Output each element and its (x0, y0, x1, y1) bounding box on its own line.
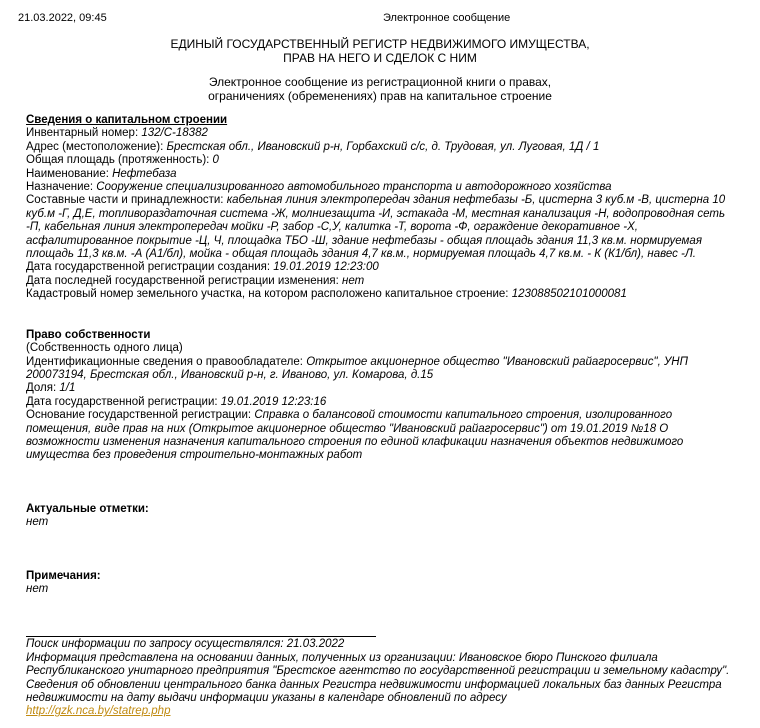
changed-row (26, 275, 738, 288)
parts-value: кабельная линия электропередач здания нефтебазы -Б, цистерна 3 куб.м -В, цистерна 10 куб.м -Г, Д,Е, топливораздаточная система -Ж, молниезащита -И, эстакада -М, местная канализация -Н, водопроводная сеть -П, кабельная линия электропередач мойки -Р, забор -С,У, калитка -Т, ворота -Ф, ограждение декоративное -Х, асфалитированное покрытие -Ц, Ч, площадка ТБО -Ш, здание нефтебазы - общая площадь здания 11,3 кв.м. нормируемая площадь 11,3 кв.м. -А (А1/бл), мойка - общая площадь здания 4,7 кв.м., нормируемая площадь 4,7 кв.м. - К (К1/бл), навес -Л. (26, 194, 726, 261)
created-row (26, 261, 738, 274)
share-label: Доля: (26, 382, 57, 395)
inventory-label: Инвентарный номер: (26, 127, 139, 140)
print-doc-type: Электронное сообщение (383, 12, 511, 24)
cadastral-label: Кадастровый номер земельного участка, на котором расположено капитальное строение: (26, 288, 509, 301)
footer-search: Поиск информации по запросу осуществлялся: 21.03.2022 (26, 638, 345, 651)
registry-title (0, 37, 760, 65)
print-datetime: 21.03.2022, 09:45 (18, 12, 107, 24)
ownership-heading: Право собственности (26, 328, 151, 341)
calendar-link[interactable]: http://gzk.nca.by/statrep.php (26, 705, 171, 718)
basis-label: Основание государственной регистрации: (26, 409, 252, 422)
address-value: Брестская обл., Ивановский р-н, Горбахский с/с, д. Трудовая, ул. Луговая, 1Д / 1 (166, 140, 600, 153)
marks-heading: Актуальные отметки: (26, 502, 149, 515)
created-label: Дата государственной регистрации создания: (26, 261, 271, 274)
holder-row (26, 356, 738, 383)
message-subtitle-line2: ограничениях (обременениях) прав на капитальное строение (208, 89, 552, 103)
name-row (26, 168, 738, 181)
purpose-value: Сооружение специализированного автомобильного транспорта и автодорожного хозяйства (96, 181, 612, 194)
document-body (26, 114, 738, 719)
name-value: Нефтебаза (112, 167, 177, 180)
inventory-value: 132/C-18382 (141, 127, 208, 140)
footer-separator (26, 636, 376, 637)
share-value: 1/1 (59, 382, 76, 395)
notes-heading: Примечания: (26, 569, 101, 582)
registry-title-line2: ПРАВ НА НЕГО И СДЕЛОК С НИМ (283, 51, 477, 65)
area-value: 0 (212, 154, 219, 167)
parts-row (26, 194, 738, 261)
parts-label: Составные части и принадлежности: (26, 194, 224, 207)
created-value: 19.01.2019 12:23:00 (273, 261, 379, 274)
address-label: Адрес (местоположение): (26, 140, 164, 153)
holder-label: Идентификационные сведения о правообладателе: (26, 355, 303, 368)
name-label: Наименование: (26, 167, 109, 180)
reg-date-row (26, 396, 738, 409)
message-subtitle-line1: Электронное сообщение из регистрационной книги о правах, (208, 75, 552, 89)
cadastral-value: 123088502101000081 (511, 288, 627, 301)
address-row (26, 141, 738, 154)
footer-update: Сведения об обновлении центрального банка данных Регистра недвижимости информацией локальных баз данных Регистра недвижимости на дату выдачи информации указаны в календаре обновлений по адресу (26, 678, 722, 704)
share-row (26, 382, 738, 395)
changed-value: нет (342, 274, 365, 287)
inventory-row (26, 127, 738, 140)
purpose-row (26, 181, 738, 194)
building-heading: Сведения о капитальном строении (26, 114, 228, 126)
reg-date-value: 19.01.2019 12:23:16 (220, 395, 327, 408)
area-row (26, 154, 738, 167)
changed-label: Дата последней государственной регистрации изменения: (26, 274, 339, 287)
footer-source: Информация представлена на основании данных, полученных из организации: Ивановское бюро Пинского филиала Республиканского унитарного предприятия "Брестское агентство по государственной регистрации и земельному кадастру". (26, 651, 730, 678)
message-subtitle (0, 75, 760, 103)
cadastral-row (26, 288, 738, 301)
area-label: Общая площадь (протяженность): (26, 154, 210, 167)
notes-value: нет (26, 582, 49, 595)
registry-title-line1: ЕДИНЫЙ ГОСУДАРСТВЕННЫЙ РЕГИСТР НЕДВИЖИМОГО ИМУЩЕСТВА, (170, 37, 590, 51)
basis-value: Справка о балансовой стоимости капитального строения, изолированного помещения, виде прав на них (Открытое акционерное общество "Ивановский райагросервис") от 19.01.2019 №18 О возможности изменения назначения капитального строения по единой клафикации назначения объектов недвижимого имущества без проведения строительно-монтажных работ (26, 409, 684, 462)
purpose-label: Назначение: (26, 181, 94, 194)
marks-value: нет (26, 516, 49, 529)
basis-row (26, 409, 738, 463)
holder-value: Открытое акционерное общество "Ивановский райагросервис", УНП 200073194, Брестская обл., Ивановский р-н, г. Иваново, ул. Комарова, д.15 (26, 355, 688, 381)
reg-date-label: Дата государственной регистрации: (26, 395, 218, 408)
ownership-type: (Собственность одного лица) (26, 342, 183, 355)
